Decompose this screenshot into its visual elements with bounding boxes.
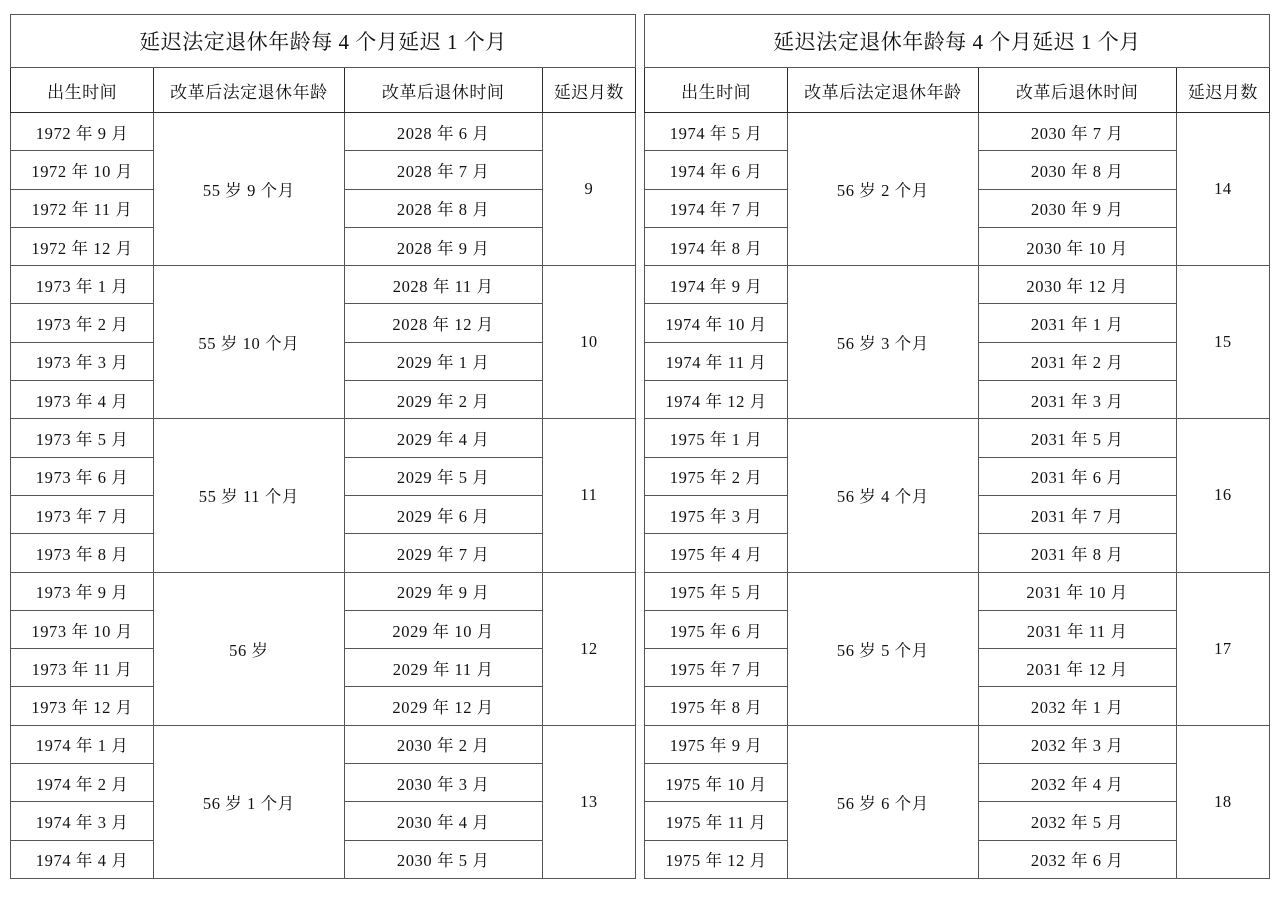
cell-retirement-date: 2029 年 4 月 <box>344 419 542 457</box>
cell-birth-date: 1975 年 3 月 <box>645 495 788 533</box>
cell-birth-date: 1973 年 3 月 <box>11 342 154 380</box>
cell-delay-months: 15 <box>1176 266 1269 419</box>
cell-delay-months: 13 <box>542 725 635 878</box>
column-header-0: 出生时间 <box>11 68 154 113</box>
cell-birth-date: 1974 年 1 月 <box>11 725 154 763</box>
column-header-0: 出生时间 <box>645 68 788 113</box>
cell-birth-date: 1975 年 2 月 <box>645 457 788 495</box>
cell-birth-date: 1974 年 11 月 <box>645 342 788 380</box>
cell-retirement-date: 2031 年 10 月 <box>978 572 1176 610</box>
cell-retirement-date: 2029 年 6 月 <box>344 495 542 533</box>
cell-birth-date: 1974 年 3 月 <box>11 802 154 840</box>
table-caption-row <box>11 15 636 68</box>
left-table-wrapper <box>10 14 636 893</box>
cell-birth-date: 1973 年 10 月 <box>11 610 154 648</box>
column-header-3: 延迟月数 <box>1176 68 1269 113</box>
cell-birth-date: 1972 年 12 月 <box>11 227 154 265</box>
cell-retirement-date: 2028 年 9 月 <box>344 227 542 265</box>
cell-retirement-date: 2030 年 5 月 <box>344 840 542 878</box>
cell-delay-months: 9 <box>542 113 635 266</box>
cell-retirement-date: 2028 年 12 月 <box>344 304 542 342</box>
cell-retirement-date: 2031 年 7 月 <box>978 495 1176 533</box>
cell-retirement-age: 56 岁 6 个月 <box>788 725 978 878</box>
cell-birth-date: 1974 年 10 月 <box>645 304 788 342</box>
cell-retirement-date: 2031 年 3 月 <box>978 381 1176 419</box>
cell-retirement-date: 2028 年 11 月 <box>344 266 542 304</box>
cell-retirement-date: 2032 年 5 月 <box>978 802 1176 840</box>
table-row <box>11 266 636 304</box>
cell-delay-months: 16 <box>1176 419 1269 572</box>
column-header-3: 延迟月数 <box>542 68 635 113</box>
table-row <box>645 113 1270 151</box>
cell-birth-date: 1974 年 8 月 <box>645 227 788 265</box>
cell-birth-date: 1975 年 12 月 <box>645 840 788 878</box>
table-row <box>645 725 1270 763</box>
cell-retirement-date: 2028 年 8 月 <box>344 189 542 227</box>
retirement-table-left <box>10 14 636 879</box>
cell-retirement-date: 2032 年 4 月 <box>978 764 1176 802</box>
cell-birth-date: 1975 年 8 月 <box>645 687 788 725</box>
table-row <box>645 572 1270 610</box>
cell-retirement-date: 2032 年 3 月 <box>978 725 1176 763</box>
cell-retirement-date: 2030 年 2 月 <box>344 725 542 763</box>
cell-retirement-date: 2032 年 1 月 <box>978 687 1176 725</box>
cell-retirement-age: 55 岁 11 个月 <box>154 419 344 572</box>
cell-retirement-date: 2029 年 1 月 <box>344 342 542 380</box>
cell-birth-date: 1973 年 6 月 <box>11 457 154 495</box>
table-row <box>645 266 1270 304</box>
cell-retirement-date: 2030 年 8 月 <box>978 151 1176 189</box>
cell-birth-date: 1973 年 9 月 <box>11 572 154 610</box>
cell-birth-date: 1974 年 7 月 <box>645 189 788 227</box>
cell-retirement-date: 2032 年 6 月 <box>978 840 1176 878</box>
cell-birth-date: 1975 年 11 月 <box>645 802 788 840</box>
table-caption: 延迟法定退休年龄每 4 个月延迟 1 个月 <box>11 15 636 68</box>
cell-retirement-date: 2029 年 11 月 <box>344 649 542 687</box>
cell-birth-date: 1975 年 7 月 <box>645 649 788 687</box>
cell-retirement-date: 2029 年 2 月 <box>344 381 542 419</box>
cell-birth-date: 1973 年 8 月 <box>11 534 154 572</box>
cell-retirement-age: 56 岁 1 个月 <box>154 725 344 878</box>
cell-retirement-date: 2031 年 2 月 <box>978 342 1176 380</box>
table-row <box>11 419 636 457</box>
cell-birth-date: 1974 年 6 月 <box>645 151 788 189</box>
cell-retirement-age: 56 岁 5 个月 <box>788 572 978 725</box>
cell-birth-date: 1973 年 5 月 <box>11 419 154 457</box>
column-header-1: 改革后法定退休年龄 <box>154 68 344 113</box>
cell-birth-date: 1972 年 10 月 <box>11 151 154 189</box>
cell-delay-months: 18 <box>1176 725 1269 878</box>
cell-retirement-date: 2028 年 6 月 <box>344 113 542 151</box>
cell-birth-date: 1972 年 9 月 <box>11 113 154 151</box>
table-row <box>11 725 636 763</box>
cell-birth-date: 1973 年 12 月 <box>11 687 154 725</box>
table-caption: 延迟法定退休年龄每 4 个月延迟 1 个月 <box>645 15 1270 68</box>
cell-retirement-date: 2029 年 12 月 <box>344 687 542 725</box>
cell-retirement-date: 2030 年 4 月 <box>344 802 542 840</box>
cell-birth-date: 1975 年 6 月 <box>645 610 788 648</box>
cell-birth-date: 1974 年 2 月 <box>11 764 154 802</box>
cell-retirement-date: 2031 年 11 月 <box>978 610 1176 648</box>
cell-birth-date: 1975 年 1 月 <box>645 419 788 457</box>
cell-delay-months: 10 <box>542 266 635 419</box>
cell-retirement-date: 2031 年 1 月 <box>978 304 1176 342</box>
retirement-table-right <box>644 14 1270 879</box>
cell-retirement-date: 2031 年 12 月 <box>978 649 1176 687</box>
cell-birth-date: 1975 年 10 月 <box>645 764 788 802</box>
table-row <box>11 572 636 610</box>
cell-retirement-date: 2030 年 7 月 <box>978 113 1176 151</box>
cell-retirement-date: 2030 年 9 月 <box>978 189 1176 227</box>
cell-retirement-date: 2030 年 10 月 <box>978 227 1176 265</box>
cell-retirement-age: 56 岁 2 个月 <box>788 113 978 266</box>
cell-retirement-date: 2029 年 7 月 <box>344 534 542 572</box>
cell-retirement-date: 2031 年 6 月 <box>978 457 1176 495</box>
cell-delay-months: 17 <box>1176 572 1269 725</box>
table-caption-row <box>645 15 1270 68</box>
cell-birth-date: 1975 年 4 月 <box>645 534 788 572</box>
table-header-row <box>645 68 1270 113</box>
cell-birth-date: 1972 年 11 月 <box>11 189 154 227</box>
table-row <box>11 113 636 151</box>
cell-birth-date: 1974 年 5 月 <box>645 113 788 151</box>
cell-retirement-age: 55 岁 10 个月 <box>154 266 344 419</box>
cell-retirement-date: 2031 年 5 月 <box>978 419 1176 457</box>
cell-retirement-date: 2029 年 9 月 <box>344 572 542 610</box>
cell-birth-date: 1973 年 11 月 <box>11 649 154 687</box>
cell-retirement-date: 2029 年 10 月 <box>344 610 542 648</box>
column-header-2: 改革后退休时间 <box>344 68 542 113</box>
cell-retirement-date: 2030 年 3 月 <box>344 764 542 802</box>
right-table-wrapper <box>644 14 1270 893</box>
cell-delay-months: 12 <box>542 572 635 725</box>
column-header-2: 改革后退休时间 <box>978 68 1176 113</box>
cell-birth-date: 1973 年 4 月 <box>11 381 154 419</box>
cell-retirement-age: 56 岁 3 个月 <box>788 266 978 419</box>
cell-retirement-date: 2029 年 5 月 <box>344 457 542 495</box>
cell-birth-date: 1974 年 9 月 <box>645 266 788 304</box>
cell-birth-date: 1973 年 2 月 <box>11 304 154 342</box>
cell-birth-date: 1974 年 12 月 <box>645 381 788 419</box>
cell-delay-months: 11 <box>542 419 635 572</box>
cell-retirement-date: 2031 年 8 月 <box>978 534 1176 572</box>
column-header-1: 改革后法定退休年龄 <box>788 68 978 113</box>
cell-retirement-date: 2028 年 7 月 <box>344 151 542 189</box>
cell-birth-date: 1974 年 4 月 <box>11 840 154 878</box>
cell-retirement-date: 2030 年 12 月 <box>978 266 1176 304</box>
cell-retirement-age: 55 岁 9 个月 <box>154 113 344 266</box>
cell-birth-date: 1975 年 9 月 <box>645 725 788 763</box>
table-row <box>645 419 1270 457</box>
cell-retirement-age: 56 岁 4 个月 <box>788 419 978 572</box>
cell-birth-date: 1973 年 7 月 <box>11 495 154 533</box>
cell-birth-date: 1975 年 5 月 <box>645 572 788 610</box>
cell-retirement-age: 56 岁 <box>154 572 344 725</box>
table-header-row <box>11 68 636 113</box>
cell-delay-months: 14 <box>1176 113 1269 266</box>
cell-birth-date: 1973 年 1 月 <box>11 266 154 304</box>
